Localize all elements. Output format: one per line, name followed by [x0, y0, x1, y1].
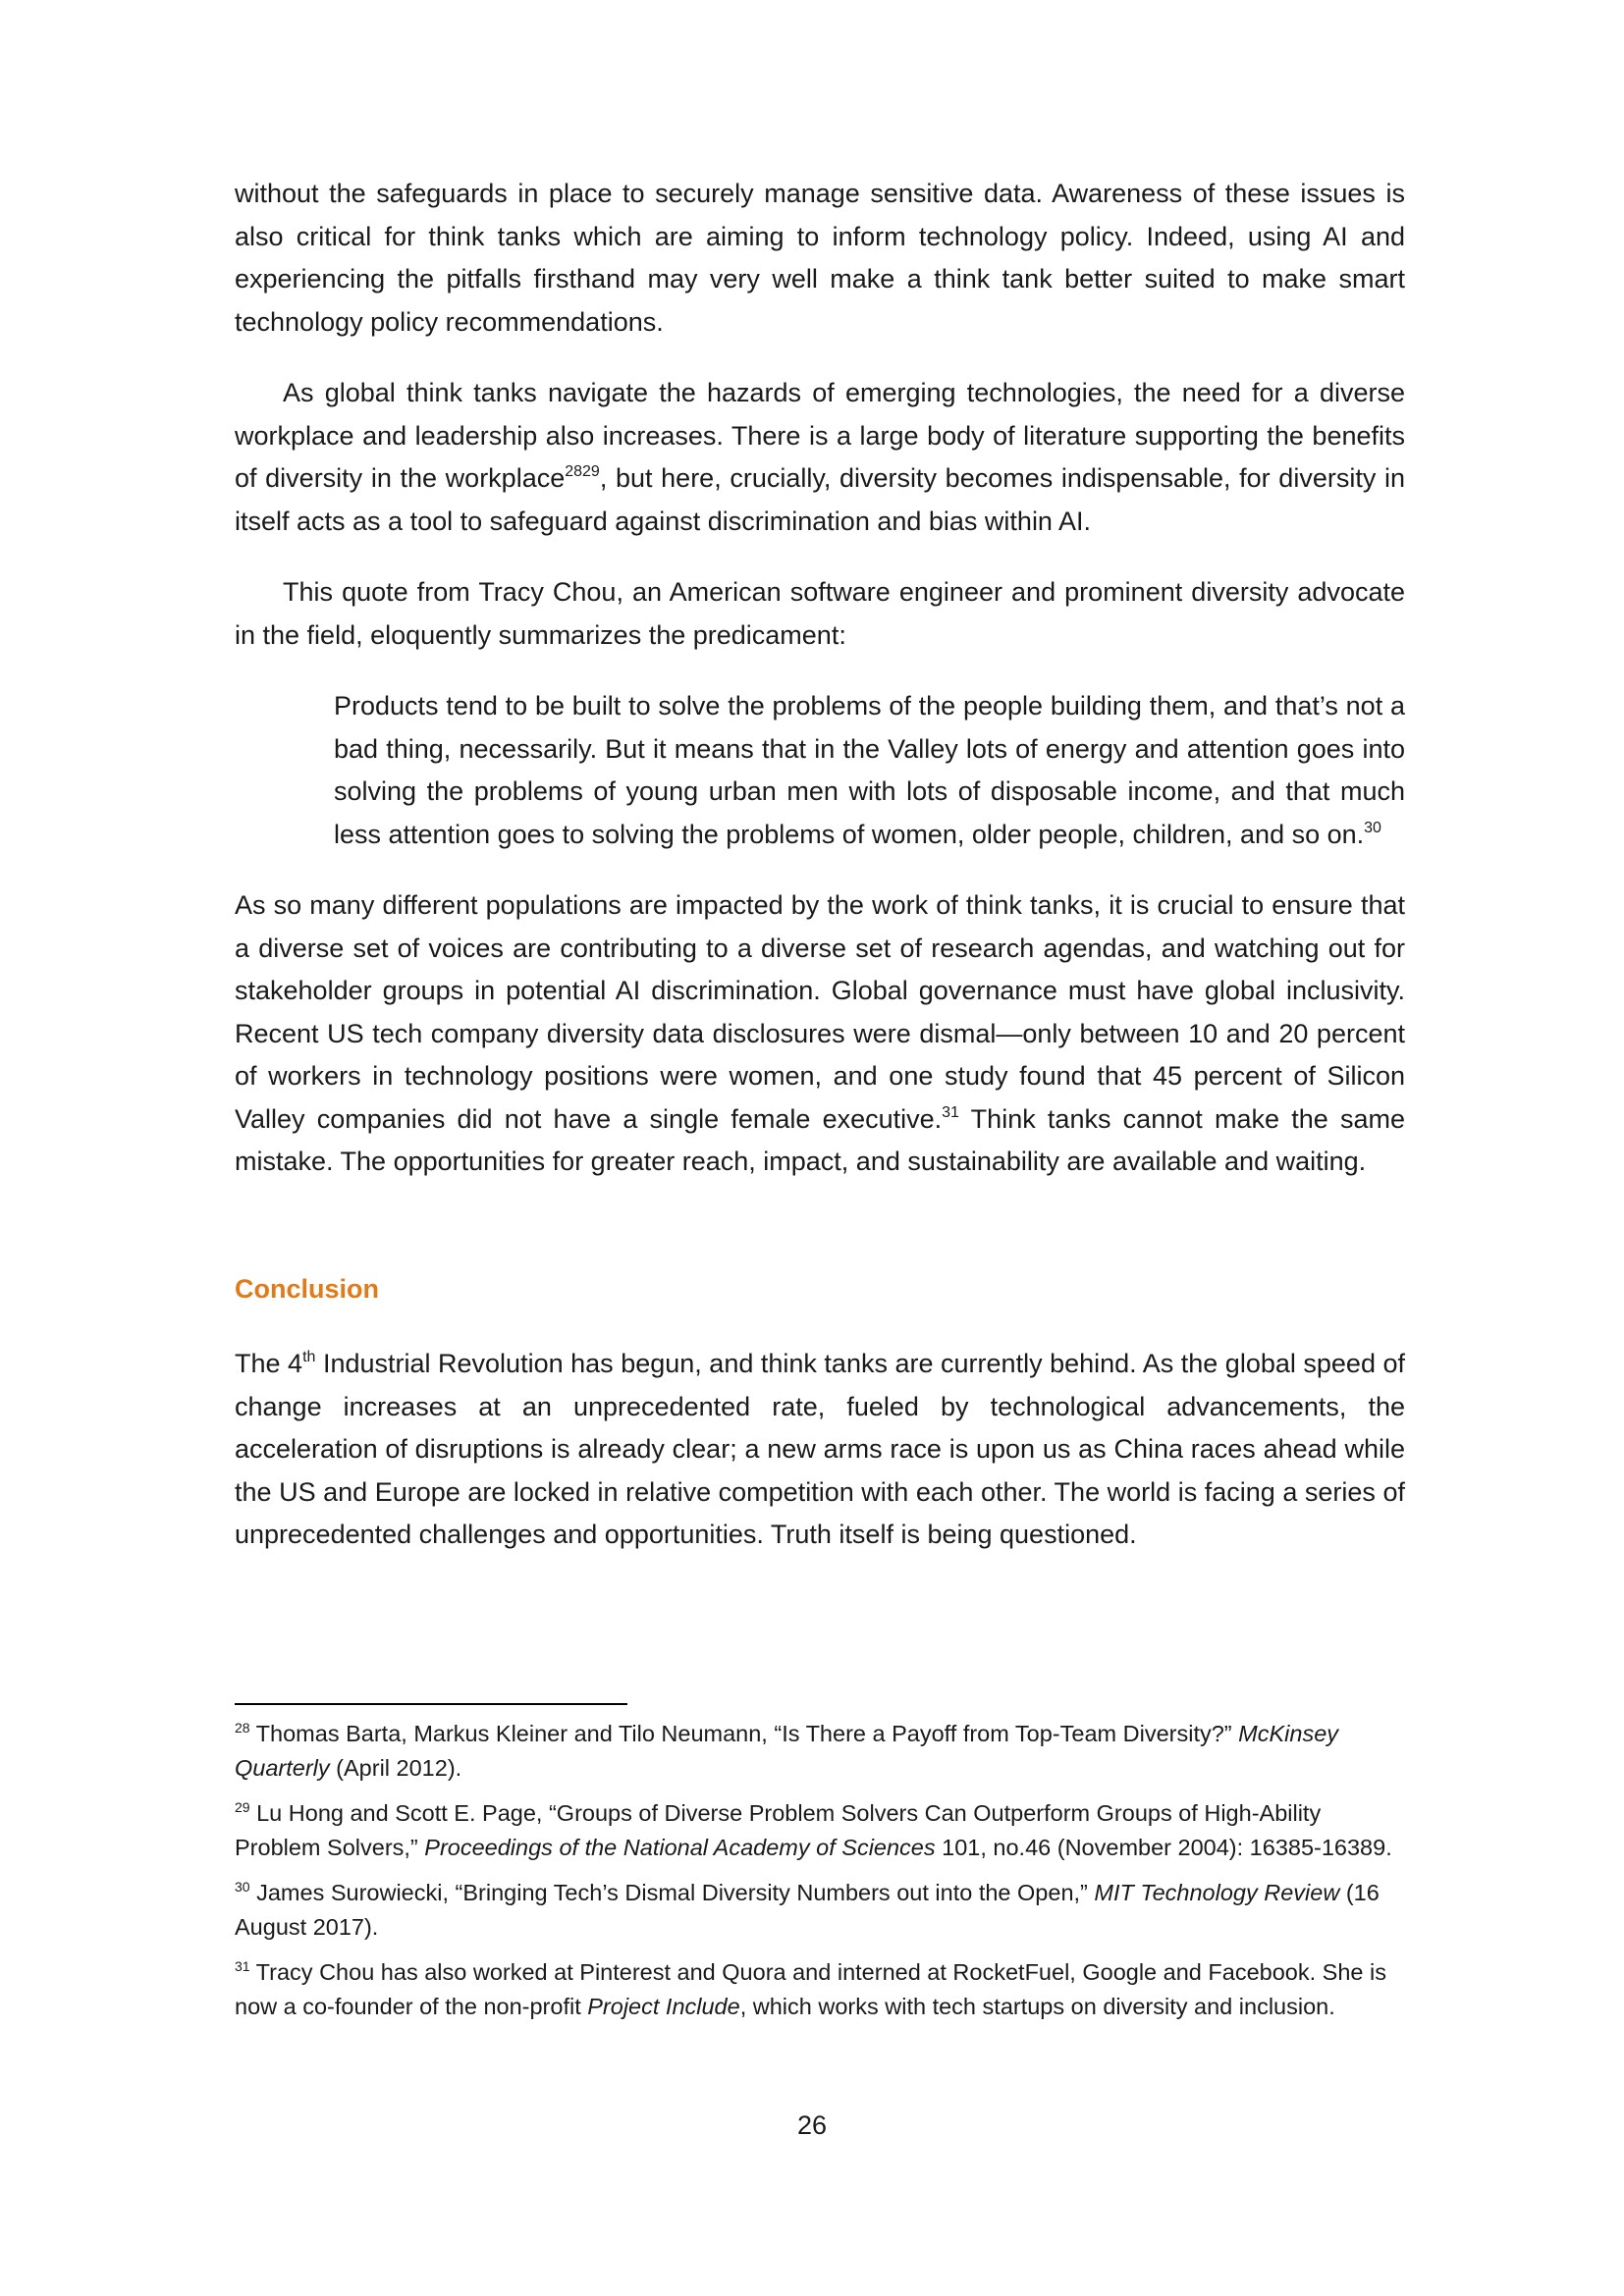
paragraph-4-text-a: As so many different populations are impacted by the work of think tanks, it is crucial to ensure that a diverse set of voices are contributing to a diverse set of research agendas, and watching out for stakeholder groups in potential AI discrimination. Global governance must have global inclusivity. Recent US tech company diversity data disclosures were dismal—only between 10 and 20 percent of workers in technology positions were women, and one study found that 45 percent of Silicon Valley companies did not have a single female executive.	[235, 890, 1405, 1134]
footnote-number: 28	[235, 1720, 250, 1735]
paragraph-3-text: This quote from Tracy Chou, an American software engineer and prominent diversity advocate in the field, eloquently summarizes the predicament:	[235, 577, 1405, 650]
footnote-number: 30	[235, 1879, 250, 1895]
conclusion-heading: Conclusion	[235, 1273, 379, 1304]
page-number: 26	[796, 2110, 828, 2140]
block-quote	[334, 685, 1405, 856]
footnote-italic-title: MIT Technology Review	[1094, 1880, 1340, 1905]
footnote-text-end: (16 August 2017).	[235, 1880, 1380, 1940]
footnote-29	[235, 1796, 1405, 1864]
footnote-text: Thomas Barta, Markus Kleiner and Tilo Neumann, “Is There a Payoff from Top-Team Diversity?”	[249, 1721, 1239, 1746]
footnote-italic-title: Proceedings of the National Academy of Sciences	[424, 1834, 936, 1860]
block-quote-text: Products tend to be built to solve the problems of the people building them, and that’s not a bad thing, necessarily. But it means that in the Valley lots of energy and attention goes into solving the problems of young urban men with lots of disposable income, and that much less attention goes to solving the problems of women, older people, children, and so on.	[334, 691, 1405, 849]
paragraph-2-text-b: , but here, crucially, diversity becomes indispensable, for diversity in itself acts as a tool to safeguard against discrimination and bias within AI.	[235, 463, 1405, 536]
footnotes	[235, 1717, 1405, 2023]
footnote-text-end: (April 2012).	[329, 1754, 462, 1781]
footnote-number: 31	[235, 1958, 250, 1974]
ordinal-superscript: th	[302, 1349, 316, 1365]
footnote-ref-31[interactable]: 31	[942, 1103, 959, 1121]
paragraph-5	[235, 1343, 1405, 1557]
footnote-28	[235, 1717, 1405, 1785]
main-content	[235, 173, 1405, 1557]
footnote-ref-30[interactable]: 30	[1364, 819, 1381, 836]
footnote-italic-title: Project Include	[587, 1993, 740, 2019]
paragraph-1-text: without the safeguards in place to securely manage sensitive data. Awareness of these issues is also critical for think tanks which are aiming to inform technology policy. Indeed, using AI and experiencing the pitfalls firsthand may very well make a think tank better suited to make smart technology policy recommendations.	[235, 179, 1405, 337]
footnote-30	[235, 1876, 1405, 1944]
paragraph-2	[235, 372, 1405, 543]
footnote-italic-title: McKinsey Quarterly	[235, 1721, 1339, 1781]
footnote-text: Tracy Chou has also worked at Pinterest and Quora and interned at RocketFuel, Google and Facebook. She is now a co-founder of the non-profit	[235, 1959, 1386, 2019]
paragraph-5-text-a: The 4	[235, 1349, 303, 1378]
paragraph-4	[235, 884, 1405, 1184]
footnote-text: Lu Hong and Scott E. Page, “Groups of Diverse Problem Solvers Can Outperform Groups of High-Ability Problem Solvers,”	[235, 1800, 1322, 1860]
footnote-31	[235, 1955, 1405, 2023]
paragraph-1	[235, 173, 1405, 344]
footnote-number: 29	[235, 1799, 250, 1815]
paragraph-2-text-a: As global think tanks navigate the hazards of emerging technologies, the need for a diverse workplace and leadership also increases. There is a large body of literature supporting the benefits of diversity in the workplace	[235, 378, 1405, 493]
footnote-text-end: 101, no.46 (November 2004): 16385-16389.	[935, 1834, 1392, 1860]
footnote-text: James Surowiecki, “Bringing Tech’s Dismal Diversity Numbers out into the Open,”	[249, 1880, 1095, 1905]
paragraph-3	[235, 571, 1405, 657]
footnote-text-end: , which works with tech startups on diversity and inclusion.	[739, 1993, 1335, 2019]
paragraph-4-text-b: Think tanks cannot make the same mistake. The opportunities for greater reach, impact, and sustainability are available and waiting.	[235, 1103, 1405, 1176]
footnote-separator	[235, 1703, 627, 1705]
footnote-ref-28-29[interactable]: 2829	[565, 463, 600, 480]
paragraph-5-text-b: Industrial Revolution has begun, and think tanks are currently behind. As the global speed of change increases at an unprecedented rate, fueled by technological advancements, the acceleration of disruptions is already clear; a new arms race is upon us as China races ahead while the US and Europe are locked in relative competition with each other. The world is facing a series of unprecedented challenges and opportunities. Truth itself is being questioned.	[235, 1349, 1406, 1549]
